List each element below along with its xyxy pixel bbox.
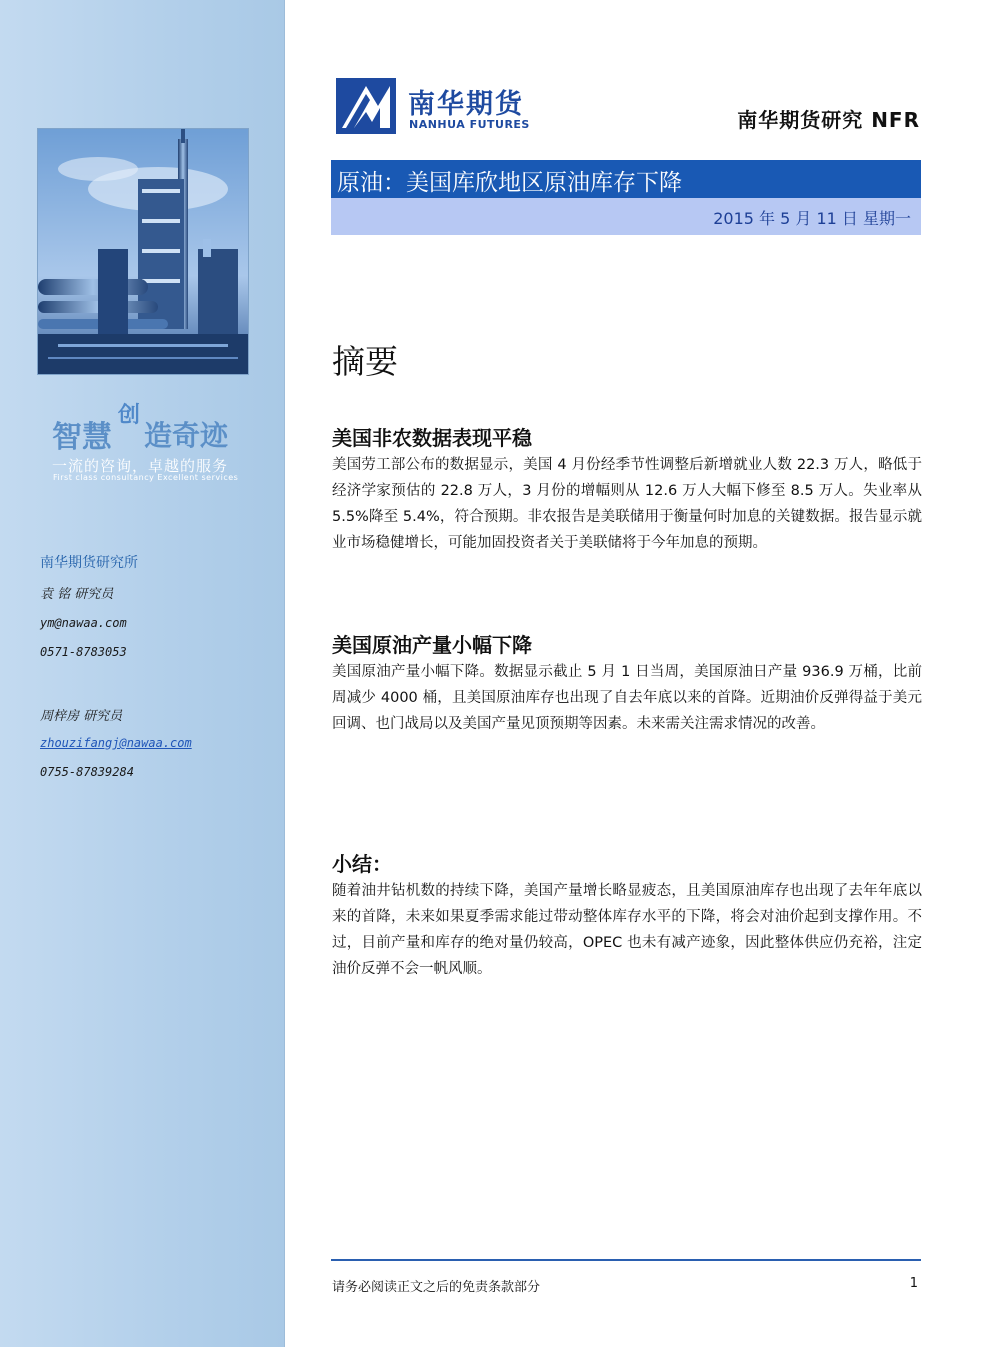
section-body: 美国原油产量小幅下降。数据显示截止 5 月 1 日当周，美国原油日产量 936.9 万桶，比前周减少 4000 桶，且美国原油库存也出现了自去年底以来的首降。近期油价反弹得益于美元回调、也门战局以及美国产量见顶预期等因素。未来需关注需求情况的改善。	[332, 664, 922, 732]
refinery-illustration	[38, 129, 248, 374]
title-bar	[331, 160, 921, 198]
nanhua-logo	[336, 78, 556, 134]
sidebar	[0, 0, 285, 1347]
summary-heading: 摘要	[332, 342, 398, 381]
logo-text-en: NANHUA FUTURES	[409, 118, 530, 131]
slogan-line-cn: 一流的咨询，卓越的服务	[52, 457, 229, 475]
analyst1-name: 袁 铭 研究员	[40, 587, 114, 602]
refinery-image	[37, 128, 249, 375]
section-heading: 美国原油产量小幅下降	[332, 633, 532, 657]
brand-label: 南华期货研究 NFR	[737, 108, 920, 132]
footer-divider	[331, 1259, 921, 1261]
report-date: 2015 年 5 月 11 日 星期一	[713, 209, 911, 228]
analyst1-email[interactable]: ym@nawaa.com	[40, 616, 127, 630]
analyst1-phone: 0571-8783053	[40, 645, 127, 659]
report-title: 原油：美国库欣地区原油库存下降	[337, 170, 682, 196]
section-heading: 小结：	[332, 852, 392, 876]
date-bar	[331, 198, 921, 235]
research-institute: 南华期货研究所	[40, 555, 138, 571]
slogan-zaoqiji: 造奇迹	[144, 419, 229, 452]
slogan	[52, 398, 272, 488]
section-body: 美国劳工部公布的数据显示，美国 4 月份经季节性调整后新增就业人数 22.3 万人，略低于经济学家预估的 22.8 万人，3 月份的增幅则从 12.6 万人大幅下修至 8.5 万人。失业率从 5.5%降至 5.4%，符合预期。非农报告是美联储用于衡量何时加息的关键数据。报告显示就业市场稳健增长，可能加固投资者关于美联储将于今年加息的预期。	[332, 457, 922, 551]
slogan-chuang: 创	[118, 402, 141, 428]
slogan-zhihui: 智慧	[52, 420, 112, 455]
disclaimer-note: 请务必阅读正文之后的免责条款部分	[332, 1280, 541, 1295]
analyst2-name: 周梓房 研究员	[40, 709, 123, 724]
section-heading: 美国非农数据表现平稳	[332, 426, 532, 450]
analyst2-email[interactable]: zhouzifangj@nawaa.com	[40, 736, 192, 750]
section-body: 随着油井钻机数的持续下降，美国产量增长略显疲态，且美国原油库存也出现了去年年底以来的首降，未来如果夏季需求能过带动整体库存水平的下降，将会对油价起到支撑作用。不过，目前产量和库存的绝对量仍较高，OPEC 也未有减产迹象，因此整体供应仍充裕，注定油价反弹不会一帆风顺。	[332, 883, 922, 977]
page-number: 1	[909, 1276, 918, 1291]
logo-text-cn: 南华期货	[408, 89, 524, 120]
slogan-line-en: First class consultancy Excellent services	[53, 473, 239, 482]
nanhua-logo-icon	[336, 78, 396, 134]
analyst2-phone: 0755-87839284	[40, 765, 134, 779]
